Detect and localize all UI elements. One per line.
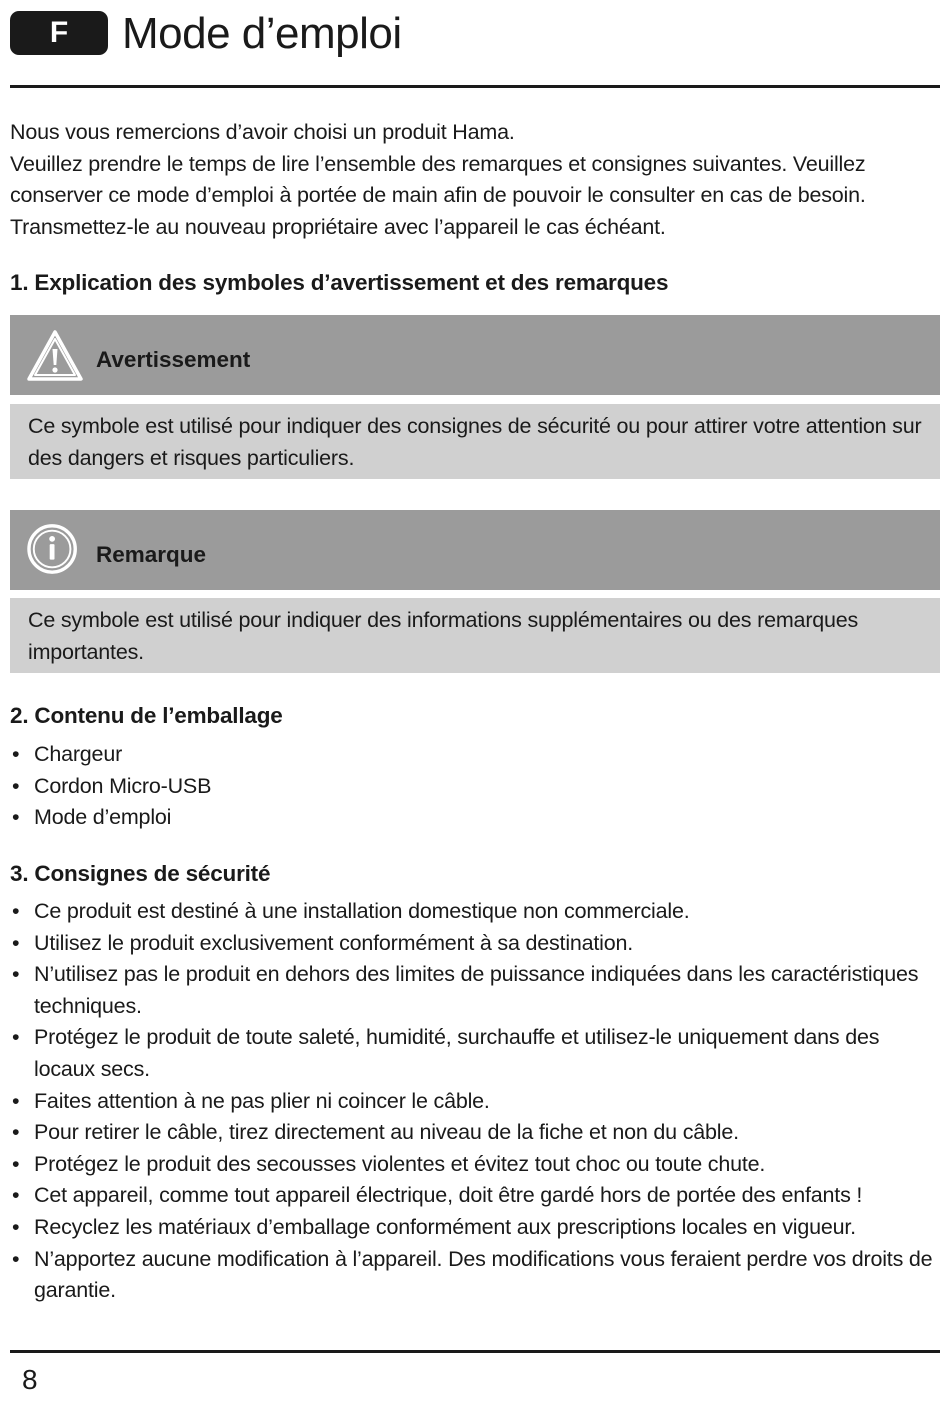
note-label: Remarque <box>96 542 207 567</box>
list-item: • Mode d’emploi <box>12 805 172 830</box>
intro-text <box>10 117 940 243</box>
list-item: • Cordon Micro-USB <box>12 773 212 798</box>
warning-callout-body: Ce symbole est utilisé pour indiquer des consignes de sécurité ou pour attirer votre attention sur des dangers et risques particuliers. <box>10 404 940 479</box>
list-item: • Protégez le produit des secousses violentes et évitez tout choc ou toute chute. <box>12 1151 766 1176</box>
intro-line-2: Veuillez prendre le temps de lire l’ensemble des remarques et consignes suivantes. Veuillez conserver ce mode d’emploi à portée de main afin de pouvoir le consulter en cas de besoin. Transmettez-le au nouveau propriétaire avec l’appareil le cas échéant. <box>10 151 866 239</box>
list-item: • Cet appareil, comme tout appareil électrique, doit être gardé hors de portée des enfants ! <box>12 1183 863 1208</box>
safety-instructions-list <box>10 896 940 1307</box>
section-1-heading: 1. Explication des symboles d’avertissement et des remarques <box>10 270 669 295</box>
list-item: • N’utilisez pas le produit en dehors des limites de puissance indiquées dans les caractéristiques techniques. <box>12 962 919 1018</box>
language-badge-label: F <box>49 16 69 49</box>
intro-line-1: Nous vous remercions d’avoir choisi un produit Hama. <box>10 120 515 144</box>
warning-label: Avertissement <box>96 347 251 372</box>
footer-divider <box>10 1350 940 1353</box>
header-divider <box>10 85 940 88</box>
language-badge <box>10 11 108 55</box>
note-callout-header <box>10 510 940 590</box>
page-number: 8 <box>22 1364 38 1395</box>
list-item: • Chargeur <box>12 742 123 766</box>
list-item: • Pour retirer le câble, tirez directement au niveau de la fiche et non du câble. <box>12 1120 739 1145</box>
list-item: • Faites attention à ne pas plier ni coincer le câble. <box>12 1088 490 1113</box>
list-item: • N’apportez aucune modification à l’appareil. Des modifications vous feraient perdre vos droits de garantie. <box>12 1246 933 1303</box>
note-callout-body: Ce symbole est utilisé pour indiquer des informations supplémentaires ou des remarques importantes. <box>10 598 940 673</box>
list-item: • Protégez le produit de toute saleté, humidité, surchauffe et utilisez-le uniquement dans des locaux secs. <box>12 1025 880 1081</box>
package-contents-list <box>10 739 940 834</box>
info-circle-icon <box>26 522 84 576</box>
section-2-heading: 2. Contenu de l’emballage <box>10 703 283 728</box>
page-title: Mode d’emploi <box>122 9 402 58</box>
section-3-heading: 3. Consignes de sécurité <box>10 861 271 886</box>
list-item: • Utilisez le produit exclusivement conformément à sa destination. <box>12 930 634 955</box>
list-item: • Recyclez les matériaux d’emballage conformément aux prescriptions locales en vigueur. <box>12 1214 856 1239</box>
warning-triangle-icon <box>26 329 84 383</box>
list-item: • Ce produit est destiné à une installation domestique non commerciale. <box>12 899 690 923</box>
warning-callout-header <box>10 315 940 395</box>
